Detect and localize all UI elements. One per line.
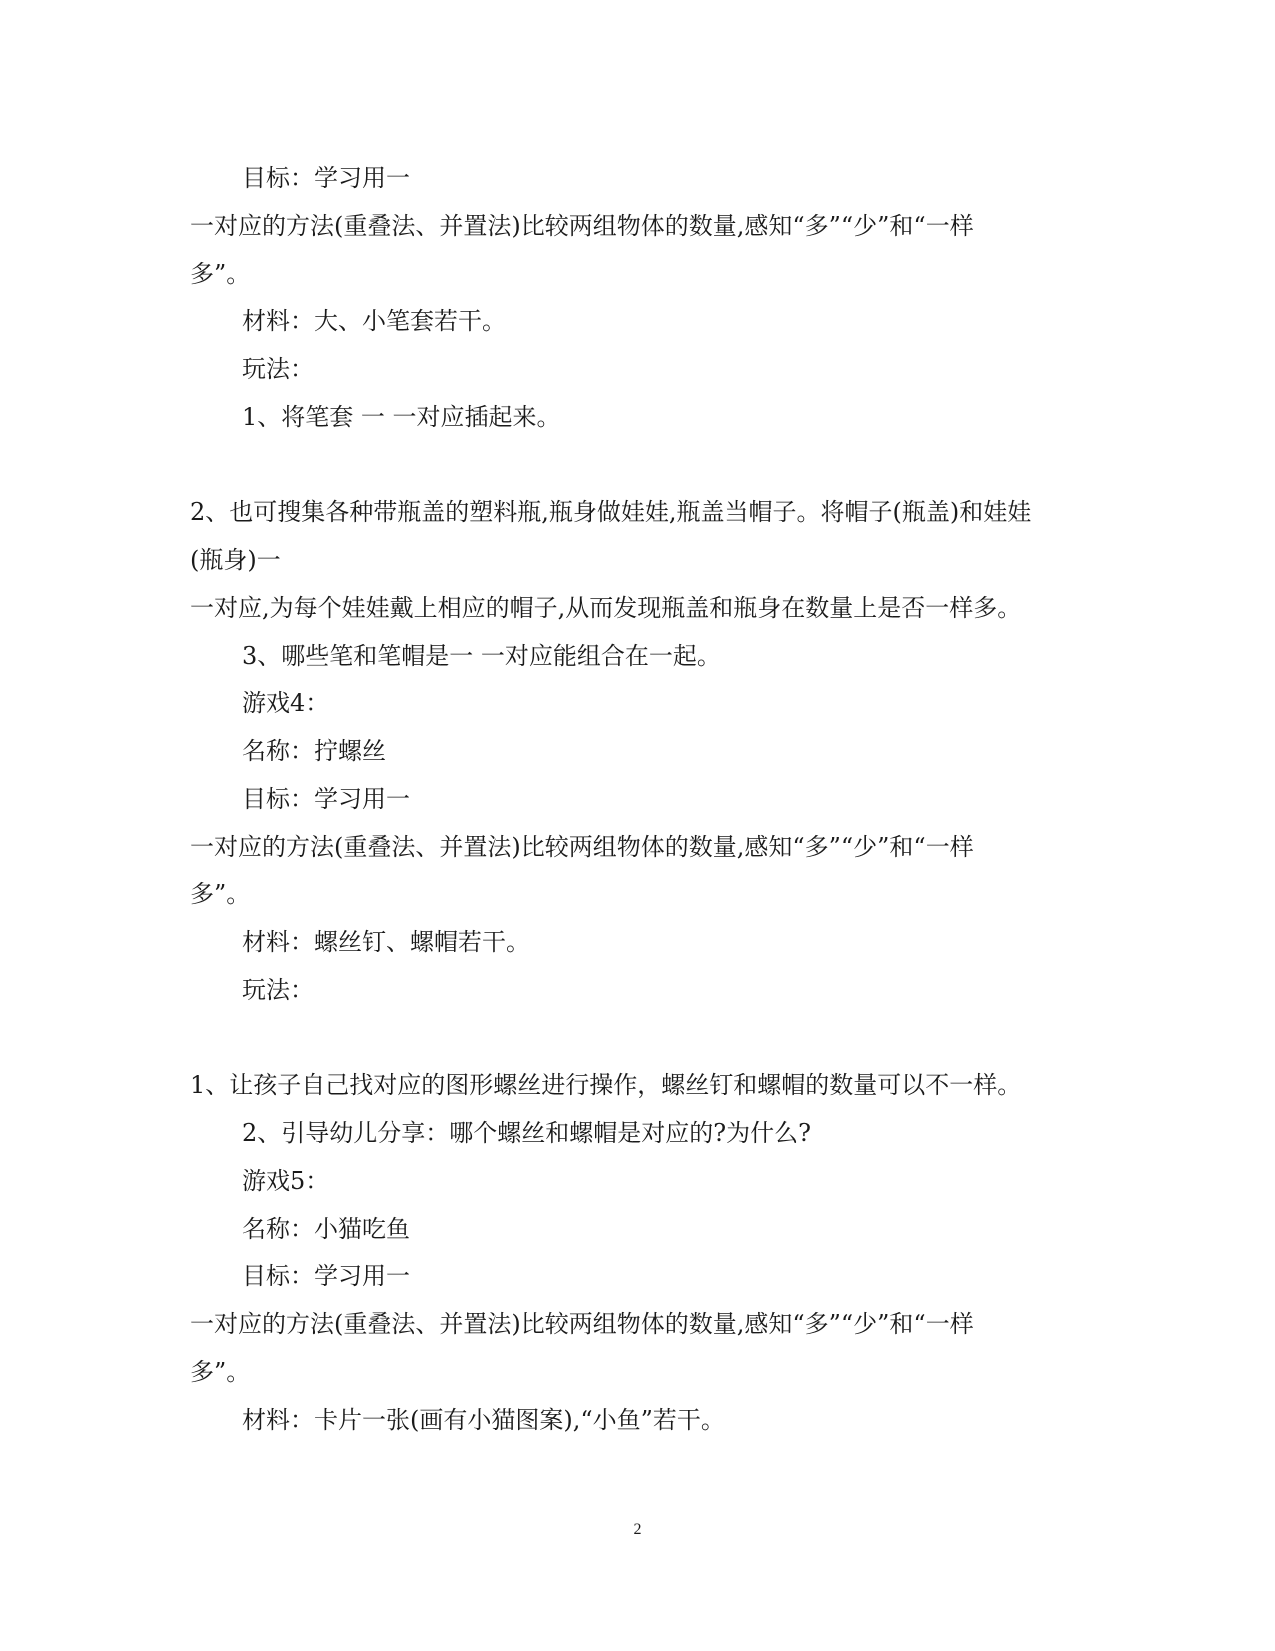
text-line: 2、也可搜集各种带瓶盖的塑料瓶,瓶身做娃娃,瓶盖当帽子。将帽子(瓶盖)和娃娃 (190, 498, 1032, 526)
text-line: 一对应,为每个娃娃戴上相应的帽子,从而发现瓶盖和瓶身在数量上是否一样多。 (190, 594, 1022, 622)
text-line: 材料：大、小笔套若干。 (242, 307, 506, 335)
text-line: 玩法： (242, 976, 314, 1004)
text-line: 2、引导幼儿分享：哪个螺丝和螺帽是对应的?为什么? (242, 1119, 812, 1147)
text-line: 一对应的方法(重叠法、并置法)比较两组物体的数量,感知“多”“少”和“一样 (190, 212, 974, 240)
text-line: 1、让孩子自己找对应的图形螺丝进行操作，螺丝钉和螺帽的数量可以不一样。 (190, 1071, 1022, 1099)
text-line: 游戏5： (242, 1167, 330, 1195)
text-line: 目标：学习用一 (242, 164, 410, 192)
text-line: 一对应的方法(重叠法、并置法)比较两组物体的数量,感知“多”“少”和“一样 (190, 833, 974, 861)
text-line: 一对应的方法(重叠法、并置法)比较两组物体的数量,感知“多”“少”和“一样 (190, 1310, 974, 1338)
text-line: 材料：螺丝钉、螺帽若干。 (242, 928, 530, 956)
text-line: (瓶身)一 (190, 546, 281, 574)
text-line: 名称：拧螺丝 (242, 737, 386, 765)
text-line: 3、哪些笔和笔帽是一 一对应能组合在一起。 (242, 642, 721, 670)
text-line: 名称：小猫吃鱼 (242, 1215, 410, 1243)
text-line: 游戏4： (242, 689, 330, 717)
text-line: 多”。 (190, 260, 251, 288)
text-line: 多”。 (190, 880, 251, 908)
page-number: 2 (633, 1521, 642, 1538)
text-line: 1、将笔套 一 一对应插起来。 (242, 403, 561, 431)
text-line: 玩法： (242, 355, 314, 383)
text-line: 目标：学习用一 (242, 785, 410, 813)
text-line: 材料：卡片一张(画有小猫图案),“小鱼”若干。 (242, 1406, 725, 1434)
text-line: 多”。 (190, 1358, 251, 1386)
text-line: 目标：学习用一 (242, 1262, 410, 1290)
